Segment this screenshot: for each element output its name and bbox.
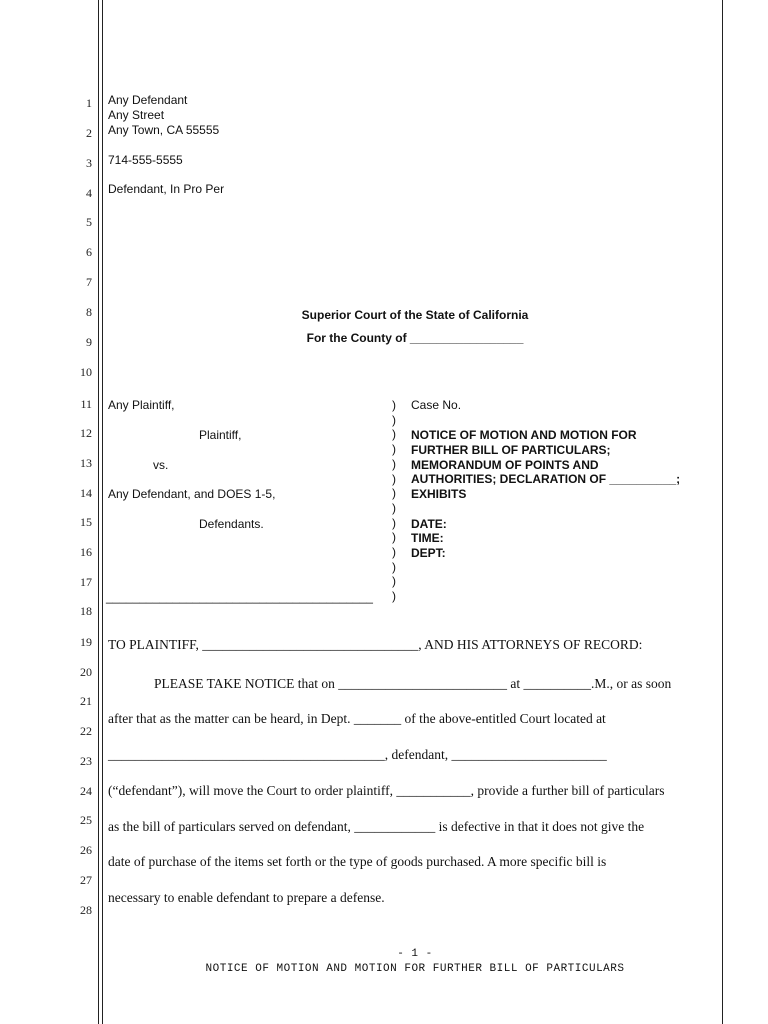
line-number: 9 (86, 335, 92, 349)
caption-paren: ) (392, 398, 396, 412)
line-number: 21 (80, 694, 92, 708)
body-line-19: TO PLAINTIFF, ________________________________, AND HIS ATTORNEYS OF RECORD: (108, 637, 643, 652)
document-title-line-3: MEMORANDUM OF POINTS AND (411, 458, 599, 472)
line-number: 1 (86, 96, 92, 110)
line-number: 17 (80, 575, 92, 589)
line-number: 19 (80, 635, 92, 649)
caption-paren: ) (392, 574, 396, 589)
left-margin-line-inner (102, 0, 103, 1024)
caption-paren: ) (392, 545, 396, 559)
line-number: 18 (80, 604, 92, 618)
line-number: 16 (80, 545, 92, 559)
caption-paren: ) (392, 486, 396, 501)
party-phone: 714-555-5555 (108, 153, 183, 167)
caption-plaintiff-role: Plaintiff, (199, 428, 242, 442)
line-number: 25 (80, 813, 92, 827)
caption-paren: ) (392, 589, 396, 604)
caption-defendant-role: Defendants. (199, 517, 264, 531)
caption-paren: ) (392, 559, 396, 574)
line-number: 2 (86, 126, 92, 140)
caption-paren: ) (392, 500, 396, 515)
line-number: 28 (80, 903, 92, 917)
line-number: 27 (80, 873, 92, 887)
line-number: 13 (80, 456, 92, 470)
party-street: Any Street (108, 108, 165, 122)
line-number: 4 (86, 186, 92, 200)
caption-paren: ) (392, 427, 396, 442)
body-line-26: date of purchase of the items set forth or the type of goods purchased. A more specific bill is (108, 854, 607, 869)
line-number: 24 (80, 784, 92, 798)
hearing-date-label: DATE: (411, 517, 447, 531)
line-number: 12 (80, 426, 92, 440)
body-line-22: after that as the matter can be heard, in Dept. _______ of the above-entitled Court located at (108, 711, 606, 726)
caption-paren: ) (392, 442, 396, 457)
party-role: Defendant, In Pro Per (108, 182, 225, 196)
line-number: 22 (80, 724, 92, 738)
document-title-line-1: NOTICE OF MOTION AND MOTION FOR (411, 428, 637, 442)
line-number: 7 (86, 275, 92, 289)
document-title-line-4: AUTHORITIES; DECLARATION OF __________; (411, 472, 681, 486)
line-number: 8 (86, 305, 92, 319)
court-county: For the County of _________________ (306, 331, 524, 345)
left-margin-line-outer (98, 0, 99, 1024)
page-number: - 1 - (397, 948, 433, 960)
body-line-24: (“defendant”), will move the Court to order plaintiff, ___________, provide a further bill of particulars (108, 783, 665, 798)
caption-paren: ) (392, 515, 396, 530)
caption-paren: ) (392, 471, 396, 486)
body-line-28: necessary to enable defendant to prepare a defense. (108, 890, 385, 905)
line-number: 23 (80, 754, 92, 768)
right-margin-line (722, 0, 723, 1024)
body-line-20: PLEASE TAKE NOTICE that on _________________________ at __________.M., or as soon (154, 676, 672, 691)
case-number-label: Case No. (411, 398, 462, 412)
line-number: 14 (80, 486, 92, 500)
footer-title: NOTICE OF MOTION AND MOTION FOR FURTHER BILL OF PARTICULARS (205, 963, 625, 975)
party-name: Any Defendant (108, 93, 188, 107)
caption-vs: vs. (153, 458, 169, 472)
line-number: 20 (80, 665, 92, 679)
line-number: 26 (80, 843, 92, 857)
caption-paren: ) (392, 456, 396, 471)
party-city: Any Town, CA 55555 (108, 123, 220, 137)
caption-defendant: Any Defendant, and DOES 1-5, (108, 487, 276, 501)
line-number: 15 (80, 515, 92, 529)
caption-paren: ) (392, 530, 396, 545)
document-title-line-5: EXHIBITS (411, 487, 467, 501)
line-number: 11 (80, 397, 92, 411)
line-number: 3 (86, 156, 92, 170)
court-title: Superior Court of the State of California (301, 308, 529, 322)
caption-paren: ) (392, 412, 396, 427)
hearing-dept-label: DEPT: (411, 546, 446, 560)
hearing-time-label: TIME: (411, 531, 444, 545)
line-number: 6 (86, 245, 92, 259)
caption-plaintiff: Any Plaintiff, (108, 398, 175, 412)
line-number: 10 (80, 365, 92, 379)
line-number: 5 (86, 215, 92, 229)
body-line-25: as the bill of particulars served on defendant, ____________ is defective in that it does not give the (108, 819, 645, 834)
body-line-23: _________________________________________, defendant, _______________________ (108, 747, 607, 762)
document-title-line-2: FURTHER BILL OF PARTICULARS; (411, 443, 611, 457)
caption-bottom-line: ________________________________________ (106, 590, 373, 604)
